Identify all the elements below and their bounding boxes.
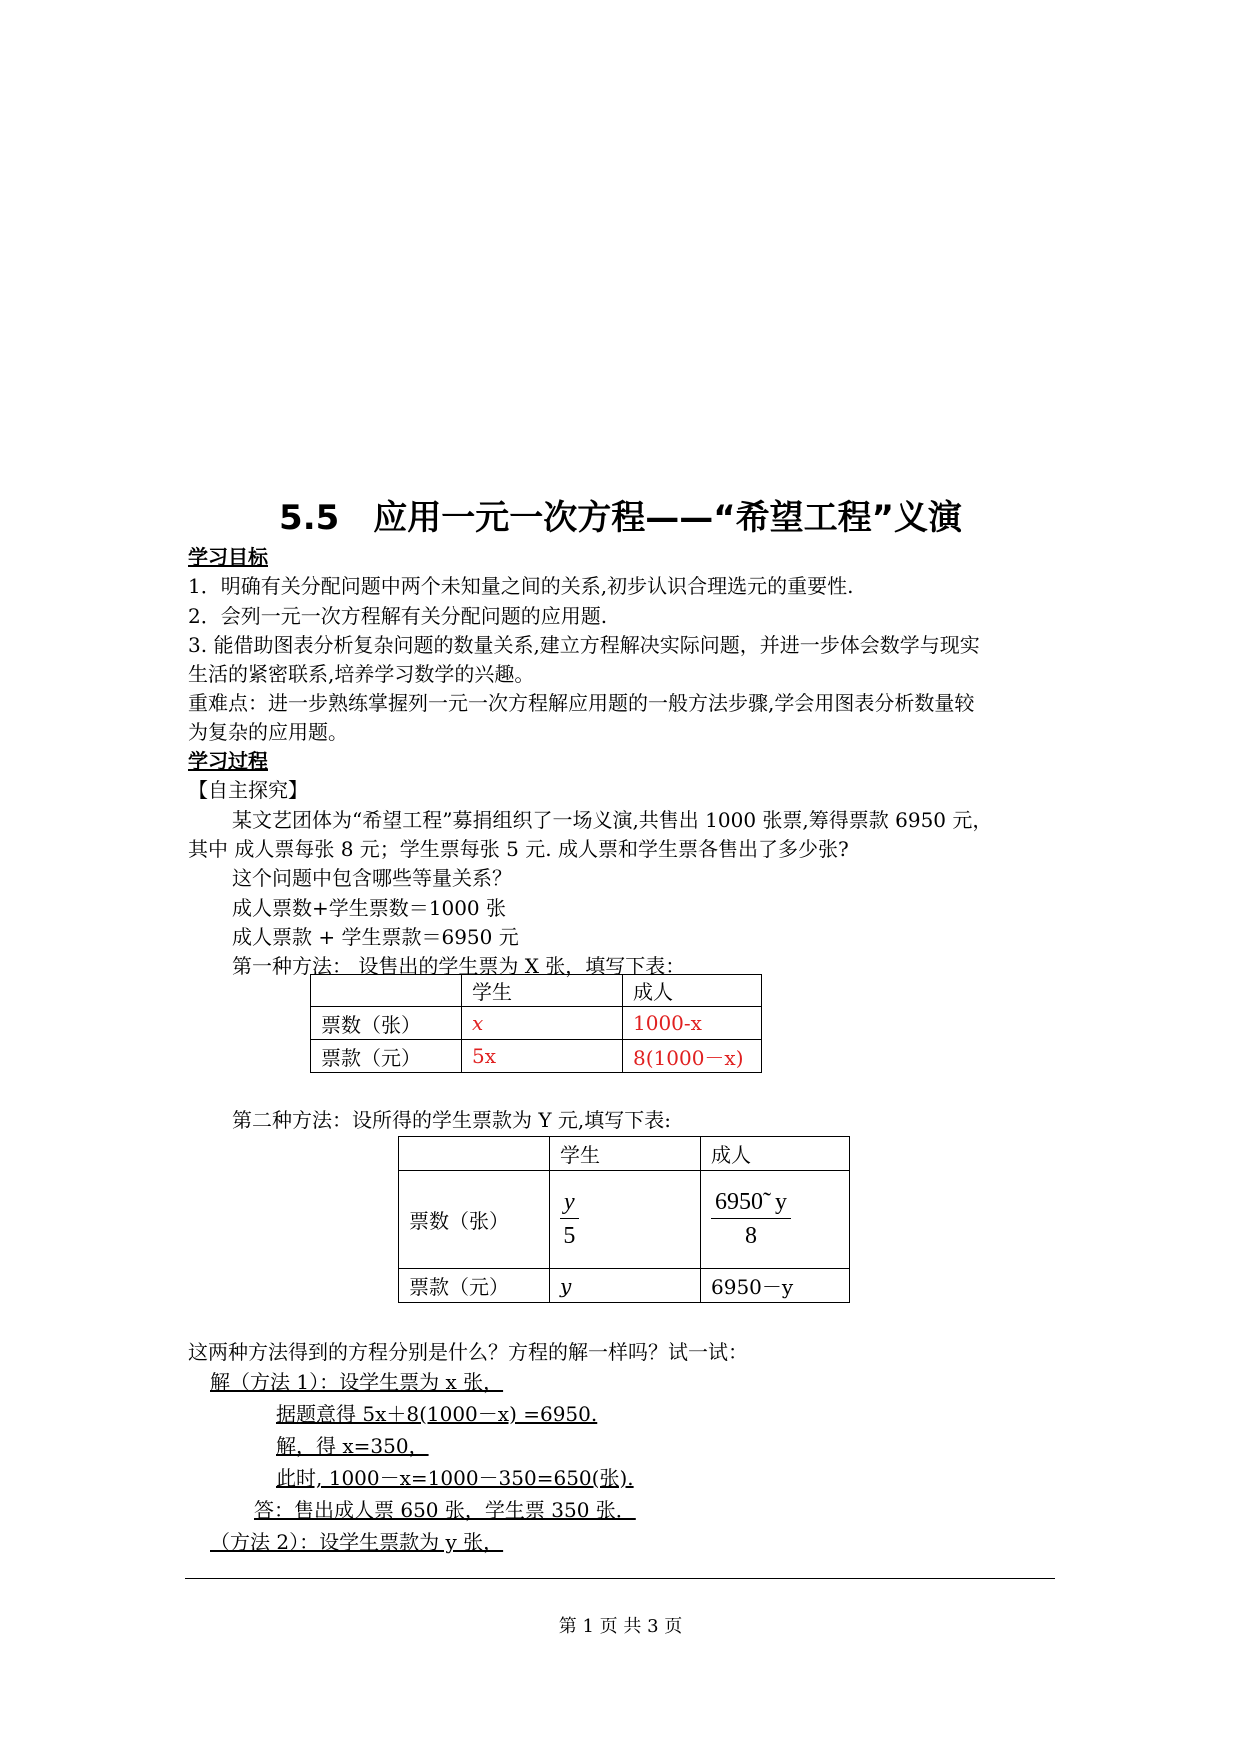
student-count-cell xyxy=(550,1171,701,1269)
solution-line-1: 解（方法 1）：设学生票为 x 张， xyxy=(210,1370,504,1394)
fraction-numerator: y xyxy=(560,1189,579,1219)
method2-intro: 第二种方法：设所得的学生票款为 Y 元,填写下表: xyxy=(232,1108,672,1132)
table-row xyxy=(311,975,762,1007)
relation-2: 成人票款 + 学生票款＝6950 元 xyxy=(232,925,519,949)
student-count-fraction xyxy=(560,1189,579,1250)
table-header-empty xyxy=(311,975,462,1007)
goal-item-3: 3. 能借助图表分析复杂问题的数量关系,建立方程解决实际问题，并进一步体会数学与现实 xyxy=(188,633,980,657)
adult-count-cell xyxy=(701,1171,850,1269)
row-label-money: 票款（元） xyxy=(399,1269,550,1303)
table-row xyxy=(399,1171,850,1269)
explore-label: 【自主探究】 xyxy=(188,778,308,802)
process-heading: 学习过程 xyxy=(188,749,268,773)
table-method1 xyxy=(310,974,762,1073)
page-number: 第 1 页 共 3 页 xyxy=(558,1616,683,1637)
adult-count-fraction xyxy=(711,1189,791,1250)
footer-divider xyxy=(185,1578,1055,1579)
adult-money-cell: 6950－y xyxy=(701,1269,850,1303)
goal-item-1: 1．明确有关分配问题中两个未知量之间的关系,初步认识合理选元的重要性. xyxy=(188,574,854,598)
fraction-denominator: 5 xyxy=(563,1223,576,1249)
solution-line-4: 此时, 1000－x=1000－350=650(张). xyxy=(276,1466,634,1490)
solution-method2: （方法 2）：设学生票款为 y 张， xyxy=(210,1530,504,1554)
table-method2 xyxy=(398,1136,850,1303)
student-money-cell: 5x xyxy=(462,1040,623,1073)
table-header-adult: 成人 xyxy=(701,1137,850,1171)
goal-item-3-cont: 生活的紧密联系,培养学习数学的兴趣。 xyxy=(188,662,535,686)
question-text: 这个问题中包含哪些等量关系？ xyxy=(232,866,512,890)
table-row xyxy=(311,1040,762,1073)
table-header-student: 学生 xyxy=(462,975,623,1007)
row-label-count: 票数（张） xyxy=(399,1171,550,1269)
problem-line-1: 某文艺团体为“希望工程”募捐组织了一场义演,共售出 1000 张票,筹得票款 6950 元， xyxy=(232,808,993,832)
question2-text: 这两种方法得到的方程分别是什么？方程的解一样吗？试一试： xyxy=(188,1340,748,1364)
method1-intro: 第一种方法： 设售出的学生票为 X 张，填写下表： xyxy=(232,954,686,978)
student-money-cell: y xyxy=(550,1269,701,1303)
table-row xyxy=(311,1007,762,1040)
table-header-empty xyxy=(399,1137,550,1171)
goal-item-2: 2．会列一元一次方程解有关分配问题的应用题. xyxy=(188,604,608,628)
adult-money-cell: 8(1000－x) xyxy=(623,1040,762,1073)
row-label-money: 票款（元） xyxy=(311,1040,462,1073)
solution-line-2: 据题意得 5x＋8(1000－x) =6950. xyxy=(276,1402,598,1426)
table-row xyxy=(399,1137,850,1171)
fraction-numerator: 6950̃ y xyxy=(711,1189,791,1219)
relation-1: 成人票数+学生票数＝1000 张 xyxy=(232,896,507,920)
problem-line-2: 其中 成人票每张 8 元；学生票每张 5 元. 成人票和学生票各售出了多少张? xyxy=(188,837,849,861)
goals-heading: 学习目标 xyxy=(188,545,268,569)
table-header-student: 学生 xyxy=(550,1137,701,1171)
table-row xyxy=(399,1269,850,1303)
fraction-denominator: 8 xyxy=(745,1223,757,1249)
student-count-cell: x xyxy=(462,1007,623,1040)
page-title: 5.5 应用一元一次方程——“希望工程”义演 xyxy=(279,498,962,538)
table-header-adult: 成人 xyxy=(623,975,762,1007)
solution-line-3: 解，得 x=350， xyxy=(276,1434,429,1458)
solution-answer: 答：售出成人票 650 张，学生票 350 张． xyxy=(254,1498,636,1522)
key-points-line-1: 重难点：进一步熟练掌握列一元一次方程解应用题的一般方法步骤,学会用图表分析数量较 xyxy=(188,691,975,715)
row-label-count: 票数（张） xyxy=(311,1007,462,1040)
adult-count-cell: 1000-x xyxy=(623,1007,762,1040)
key-points-line-2: 为复杂的应用题。 xyxy=(188,720,348,744)
